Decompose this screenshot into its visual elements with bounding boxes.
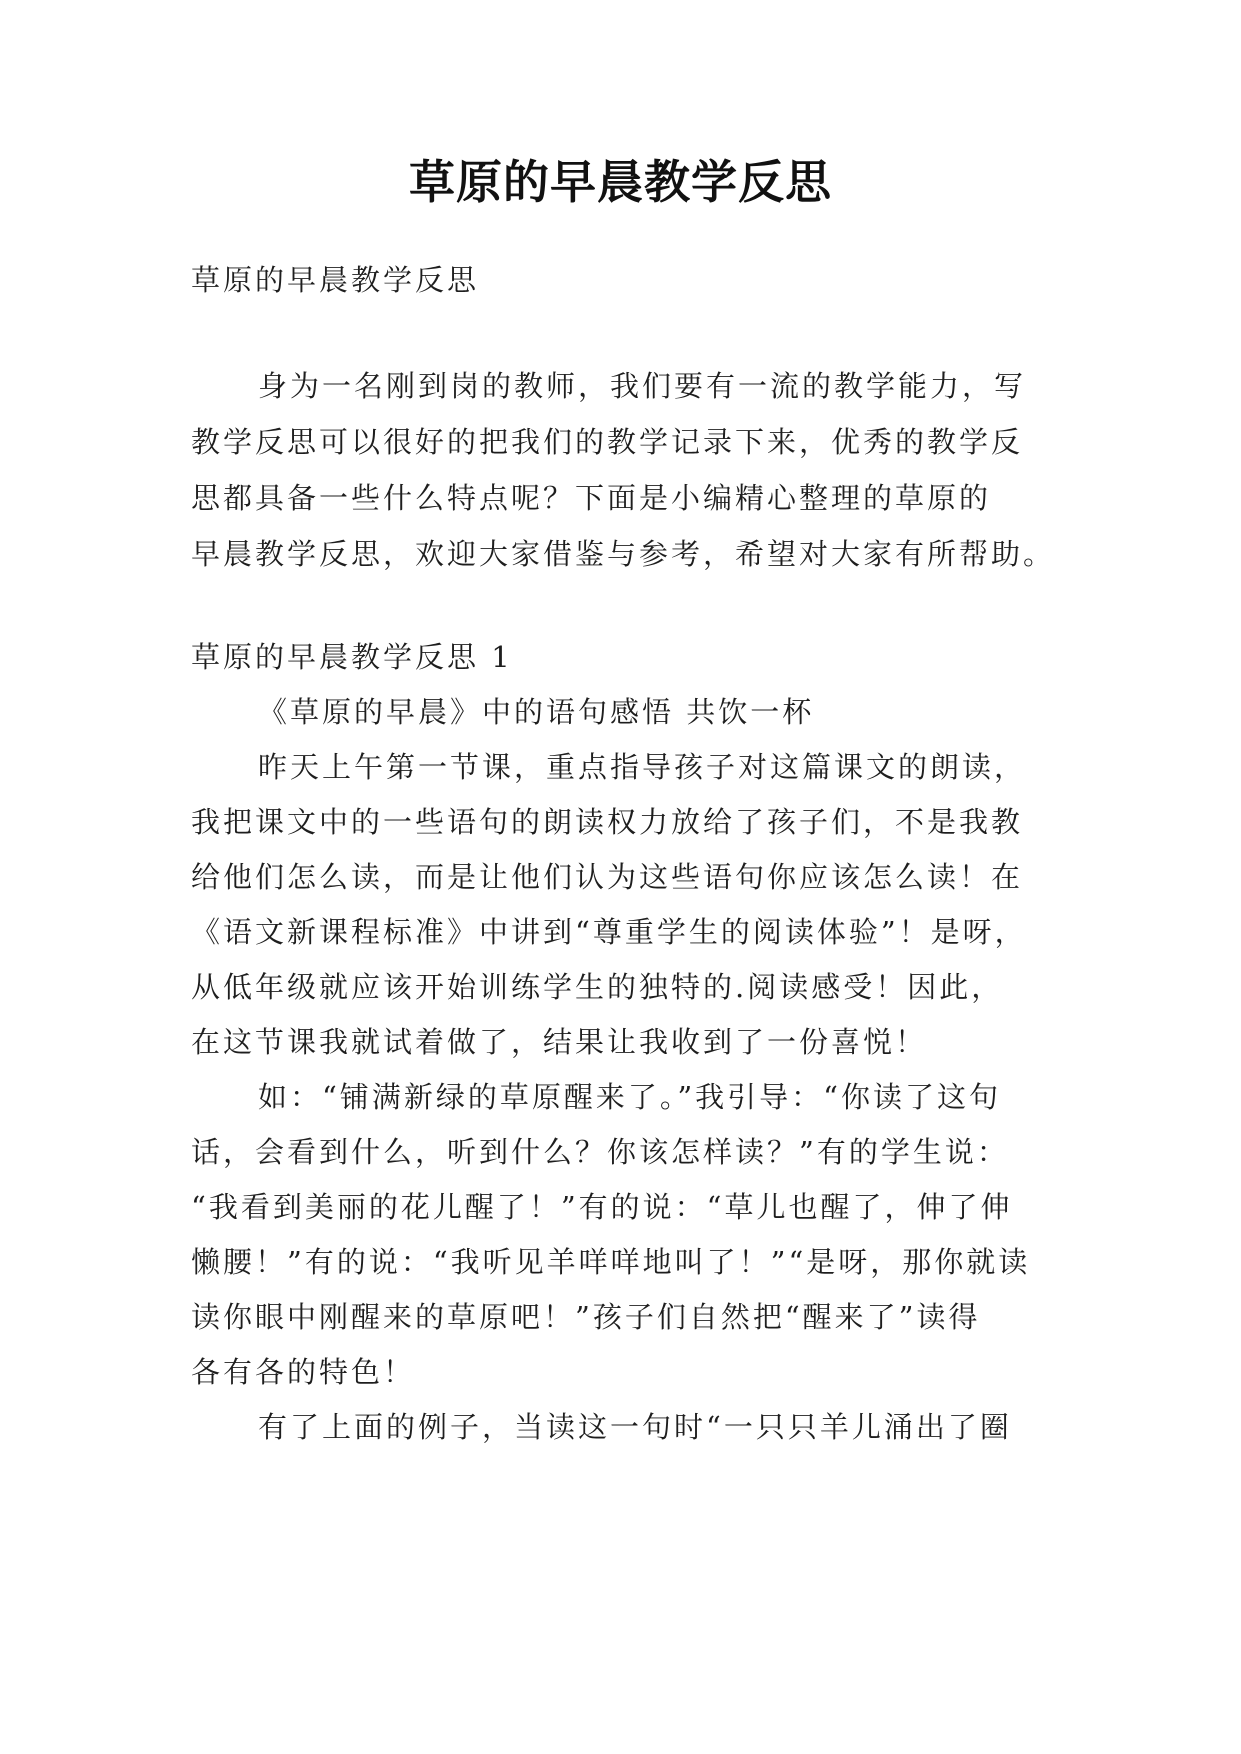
- paragraph-line: 从低年级就应该开始训练学生的独特的.阅读感受！因此，: [191, 970, 1004, 1004]
- document-subtitle: 草原的早晨教学反思: [191, 263, 480, 297]
- section-subheading: 《草原的早晨》中的语句感悟 共饮一杯: [258, 695, 815, 729]
- paragraph-line: 各有各的特色！: [191, 1355, 416, 1389]
- paragraph-line: 有了上面的例子，当读这一句时“一只只羊儿涌出了圈: [258, 1410, 1012, 1444]
- paragraph-line: “我看到美丽的花儿醒了！”有的说：“草儿也醒了，伸了伸: [191, 1190, 1013, 1224]
- intro-line: 身为一名刚到岗的教师，我们要有一流的教学能力，写: [258, 369, 1027, 403]
- paragraph-line: 如：“铺满新绿的草原醒来了。”我引导：“你读了这句: [258, 1080, 1001, 1114]
- intro-line: 教学反思可以很好的把我们的教学记录下来，优秀的教学反: [191, 425, 1024, 459]
- paragraph-line: 《语文新课程标准》中讲到“尊重学生的阅读体验”！是呀，: [191, 915, 1027, 949]
- section-heading: 草原的早晨教学反思 1: [191, 640, 513, 674]
- paragraph-line: 懒腰！”有的说：“我听见羊咩咩地叫了！”“是呀，那你就读: [191, 1245, 1031, 1279]
- paragraph-line: 给他们怎么读，而是让他们认为这些语句你应该怎么读！在: [191, 860, 1024, 894]
- paragraph-line: 话，会看到什么，听到什么？你该怎样读？”有的学生说：: [191, 1135, 1009, 1169]
- intro-line: 思都具备一些什么特点呢？下面是小编精心整理的草原的: [191, 481, 992, 515]
- document-title: 草原的早晨教学反思: [409, 155, 832, 209]
- paragraph-line: 在这节课我就试着做了，结果让我收到了一份喜悦！: [191, 1025, 928, 1059]
- paragraph-line: 我把课文中的一些语句的朗读权力放给了孩子们，不是我教: [191, 805, 1024, 839]
- intro-line: 早晨教学反思，欢迎大家借鉴与参考，希望对大家有所帮助。: [191, 537, 1056, 571]
- paragraph-line: 读你眼中刚醒来的草原吧！”孩子们自然把“醒来了”读得: [191, 1300, 981, 1334]
- paragraph-line: 昨天上午第一节课，重点指导孩子对这篇课文的朗读，: [258, 750, 1027, 784]
